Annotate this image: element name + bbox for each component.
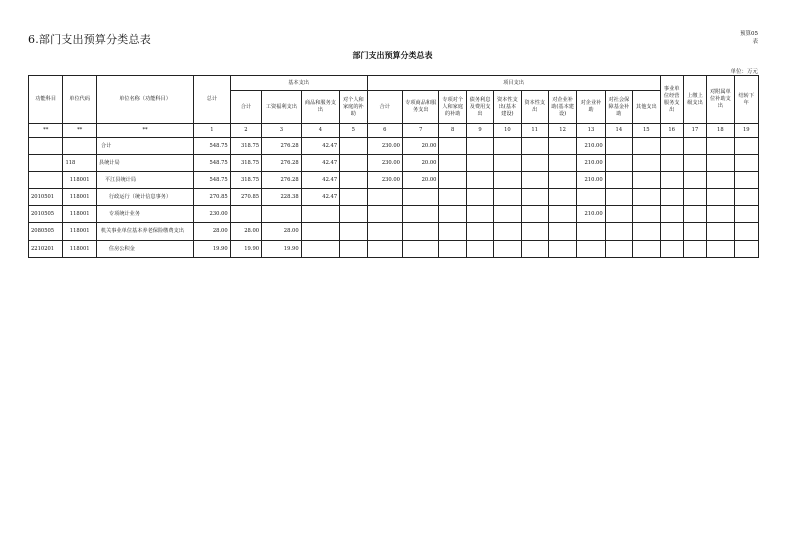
header-project-col: 对企业补助 — [577, 91, 605, 124]
cell-amount — [734, 172, 759, 189]
cell-amount: 318.75 — [230, 155, 261, 172]
cell-func-subject — [29, 138, 63, 155]
cell-amount — [548, 241, 576, 258]
col-number: 3 — [262, 124, 302, 138]
col-number: 5 — [340, 124, 367, 138]
col-number: ** — [63, 124, 96, 138]
header-project-col: 合计 — [367, 91, 402, 124]
col-number: 6 — [367, 124, 402, 138]
cell-amount — [494, 172, 521, 189]
header-project-col: 资本性支出(基本建设) — [494, 91, 521, 124]
cell-amount — [660, 172, 683, 189]
col-number: 10 — [494, 124, 521, 138]
cell-func-subject: 2010501 — [29, 189, 63, 206]
cell-amount — [683, 155, 706, 172]
cell-amount — [521, 155, 548, 172]
header-project-col: 其他支出 — [633, 91, 661, 124]
cell-amount — [494, 223, 521, 241]
header-project-col: 专项对个人和家庭的补助 — [439, 91, 466, 124]
cell-amount — [605, 223, 632, 241]
cell-amount — [340, 223, 367, 241]
cell-amount — [660, 138, 683, 155]
unit-label: 单位：万元 — [730, 69, 758, 75]
cell-amount — [494, 189, 521, 206]
cell-amount — [707, 206, 734, 223]
header-enterprise-income: 事业单位经营服务支出 — [660, 76, 683, 124]
header-transfer-next: 结转下年 — [734, 76, 759, 124]
cell-unit-name: 县统计局 — [96, 155, 193, 172]
col-number: 8 — [439, 124, 466, 138]
header-basic-col: 商品和服务支出 — [301, 91, 340, 124]
cell-amount — [707, 138, 734, 155]
cell-amount — [301, 241, 340, 258]
form-code-line2: 表 — [752, 39, 758, 45]
cell-amount — [633, 189, 661, 206]
budget-table — [28, 75, 759, 258]
cell-amount — [734, 189, 759, 206]
cell-amount — [402, 223, 438, 241]
col-number: 17 — [683, 124, 706, 138]
cell-amount — [439, 138, 466, 155]
cell-amount: 28.00 — [194, 223, 230, 241]
cell-amount — [466, 155, 493, 172]
cell-amount — [301, 223, 340, 241]
cell-amount — [660, 223, 683, 241]
header-basic-col: 合计 — [230, 91, 261, 124]
cell-amount: 230.00 — [367, 138, 402, 155]
cell-unit-name: 专项统计业务 — [96, 206, 193, 223]
col-number: 18 — [707, 124, 734, 138]
cell-amount — [494, 206, 521, 223]
cell-amount — [521, 172, 548, 189]
cell-unit-name: 平江县统计局 — [96, 172, 193, 189]
cell-amount: 318.75 — [230, 138, 261, 155]
cell-amount — [262, 206, 302, 223]
cell-amount: 210.00 — [577, 155, 605, 172]
cell-amount — [683, 223, 706, 241]
header-func-subject: 功能科目 — [29, 76, 63, 124]
cell-amount — [605, 155, 632, 172]
cell-amount — [577, 189, 605, 206]
header-upper-pay: 上缴上级支出 — [683, 76, 706, 124]
cell-amount — [466, 138, 493, 155]
cell-func-subject: 2210201 — [29, 241, 63, 258]
cell-amount: 20.00 — [402, 172, 438, 189]
cell-amount — [521, 189, 548, 206]
cell-func-subject: 2080505 — [29, 223, 63, 241]
cell-unit-code: 118001 — [63, 172, 96, 189]
cell-amount: 20.00 — [402, 138, 438, 155]
cell-amount: 42.47 — [301, 189, 340, 206]
cell-amount: 42.47 — [301, 155, 340, 172]
form-code — [728, 30, 758, 46]
cell-amount — [548, 155, 576, 172]
cell-unit-code: 118001 — [63, 241, 96, 258]
cell-amount — [633, 241, 661, 258]
header-project-col: 资本性支出 — [521, 91, 548, 124]
cell-amount: 230.00 — [367, 172, 402, 189]
header-basic-col: 对个人和家庭的补助 — [340, 91, 367, 124]
cell-amount: 210.00 — [577, 206, 605, 223]
page-heading: 6.部门支出预算分类总表 — [28, 33, 151, 46]
cell-amount — [548, 189, 576, 206]
cell-amount — [439, 155, 466, 172]
cell-amount — [439, 189, 466, 206]
cell-amount — [367, 241, 402, 258]
cell-amount — [402, 206, 438, 223]
table-row — [29, 189, 759, 206]
table-row — [29, 172, 759, 189]
col-number: ** — [29, 124, 63, 138]
cell-amount — [633, 155, 661, 172]
col-number: 9 — [466, 124, 493, 138]
col-number: 14 — [605, 124, 632, 138]
cell-amount — [734, 241, 759, 258]
col-number: 11 — [521, 124, 548, 138]
cell-amount — [605, 189, 632, 206]
cell-amount — [683, 189, 706, 206]
cell-amount — [439, 172, 466, 189]
header-project-col: 对企业补助(基本建设) — [548, 91, 576, 124]
table-row — [29, 155, 759, 172]
cell-amount — [548, 206, 576, 223]
form-code-line1: 预算05 — [740, 31, 758, 37]
cell-amount: 19.90 — [194, 241, 230, 258]
cell-amount: 318.75 — [230, 172, 261, 189]
cell-func-subject: 2010505 — [29, 206, 63, 223]
cell-amount: 28.00 — [262, 223, 302, 241]
cell-amount — [577, 241, 605, 258]
cell-amount — [548, 138, 576, 155]
cell-amount — [734, 138, 759, 155]
cell-amount — [707, 241, 734, 258]
cell-amount — [633, 172, 661, 189]
cell-amount: 276.28 — [262, 138, 302, 155]
cell-amount — [367, 223, 402, 241]
cell-unit-code: 118001 — [63, 189, 96, 206]
cell-amount — [734, 223, 759, 241]
cell-amount — [230, 206, 261, 223]
cell-unit-code: 118 — [63, 155, 96, 172]
cell-amount: 42.47 — [301, 172, 340, 189]
cell-unit-name: 住房公积金 — [96, 241, 193, 258]
cell-amount — [340, 241, 367, 258]
cell-amount — [605, 172, 632, 189]
cell-amount: 230.00 — [367, 155, 402, 172]
cell-amount — [466, 206, 493, 223]
column-number-row — [29, 124, 759, 138]
header-project-col: 债务利息及费用支出 — [466, 91, 493, 124]
cell-amount — [367, 189, 402, 206]
table-row — [29, 241, 759, 258]
cell-unit-name: 机关事业单位基本养老保险缴费支出 — [96, 223, 193, 241]
cell-amount: 20.00 — [402, 155, 438, 172]
cell-amount: 19.90 — [262, 241, 302, 258]
cell-amount: 19.90 — [230, 241, 261, 258]
cell-amount — [466, 223, 493, 241]
cell-amount — [494, 138, 521, 155]
header-unit-code: 单位代码 — [63, 76, 96, 124]
cell-amount — [340, 172, 367, 189]
header-basic-col: 工资福利支出 — [262, 91, 302, 124]
table-row — [29, 206, 759, 223]
cell-amount: 270.85 — [194, 189, 230, 206]
table-body — [29, 138, 759, 258]
cell-amount — [707, 189, 734, 206]
col-number: 1 — [194, 124, 230, 138]
cell-amount — [577, 223, 605, 241]
header-total: 总计 — [194, 76, 230, 124]
cell-amount — [734, 206, 759, 223]
cell-amount: 210.00 — [577, 138, 605, 155]
cell-amount — [466, 241, 493, 258]
cell-amount — [683, 138, 706, 155]
table-title: 部门支出预算分类总表 — [352, 50, 433, 60]
cell-amount — [340, 189, 367, 206]
cell-amount — [605, 241, 632, 258]
cell-amount — [683, 172, 706, 189]
cell-amount — [340, 206, 367, 223]
header-project-col: 对社会保障基金补助 — [605, 91, 632, 124]
cell-amount: 270.85 — [230, 189, 261, 206]
col-number: 2 — [230, 124, 261, 138]
cell-amount — [660, 206, 683, 223]
cell-amount — [521, 206, 548, 223]
cell-amount — [707, 172, 734, 189]
cell-amount — [633, 223, 661, 241]
cell-amount — [548, 172, 576, 189]
cell-amount: 548.75 — [194, 138, 230, 155]
cell-amount — [605, 206, 632, 223]
header-row-1 — [29, 76, 759, 91]
cell-unit-code — [63, 138, 96, 155]
cell-unit-code: 118001 — [63, 206, 96, 223]
cell-unit-name: 行政运行（统计信息事务） — [96, 189, 193, 206]
cell-amount: 230.00 — [194, 206, 230, 223]
cell-amount: 210.00 — [577, 172, 605, 189]
col-number: 7 — [402, 124, 438, 138]
cell-amount — [521, 241, 548, 258]
table-row — [29, 223, 759, 241]
cell-amount — [660, 241, 683, 258]
header-project-group: 项目支出 — [367, 76, 660, 91]
col-number: 4 — [301, 124, 340, 138]
cell-amount — [466, 172, 493, 189]
cell-amount — [466, 189, 493, 206]
cell-amount — [340, 155, 367, 172]
cell-amount — [494, 155, 521, 172]
cell-amount — [660, 189, 683, 206]
cell-amount — [707, 223, 734, 241]
col-number: 15 — [633, 124, 661, 138]
col-number: 13 — [577, 124, 605, 138]
cell-amount — [660, 155, 683, 172]
cell-amount — [683, 241, 706, 258]
cell-amount: 548.75 — [194, 155, 230, 172]
cell-amount — [301, 206, 340, 223]
table-row — [29, 138, 759, 155]
cell-amount — [402, 189, 438, 206]
cell-amount — [340, 138, 367, 155]
cell-amount — [707, 155, 734, 172]
cell-func-subject — [29, 172, 63, 189]
cell-amount — [633, 206, 661, 223]
cell-amount — [402, 241, 438, 258]
cell-amount — [367, 206, 402, 223]
header-basic-group: 基本支出 — [230, 76, 367, 91]
cell-amount: 42.47 — [301, 138, 340, 155]
cell-amount: 276.28 — [262, 155, 302, 172]
cell-amount — [521, 138, 548, 155]
header-subsidiary: 对附属单位补助支出 — [707, 76, 734, 124]
cell-func-subject — [29, 155, 63, 172]
cell-amount — [548, 223, 576, 241]
cell-amount — [494, 241, 521, 258]
cell-amount — [683, 206, 706, 223]
col-number: 16 — [660, 124, 683, 138]
col-number: ** — [96, 124, 193, 138]
cell-amount — [439, 241, 466, 258]
cell-amount — [439, 223, 466, 241]
cell-amount: 276.28 — [262, 172, 302, 189]
header-project-col: 专项商品和服务支出 — [402, 91, 438, 124]
header-unit-name: 单位名称（功能科目） — [96, 76, 193, 124]
cell-amount — [605, 138, 632, 155]
cell-amount — [439, 206, 466, 223]
cell-amount: 548.75 — [194, 172, 230, 189]
cell-amount — [734, 155, 759, 172]
cell-amount: 28.00 — [230, 223, 261, 241]
cell-amount — [633, 138, 661, 155]
cell-amount: 228.38 — [262, 189, 302, 206]
cell-unit-code: 118001 — [63, 223, 96, 241]
cell-amount — [521, 223, 548, 241]
col-number: 19 — [734, 124, 759, 138]
cell-unit-name: 合计 — [96, 138, 193, 155]
col-number: 12 — [548, 124, 576, 138]
